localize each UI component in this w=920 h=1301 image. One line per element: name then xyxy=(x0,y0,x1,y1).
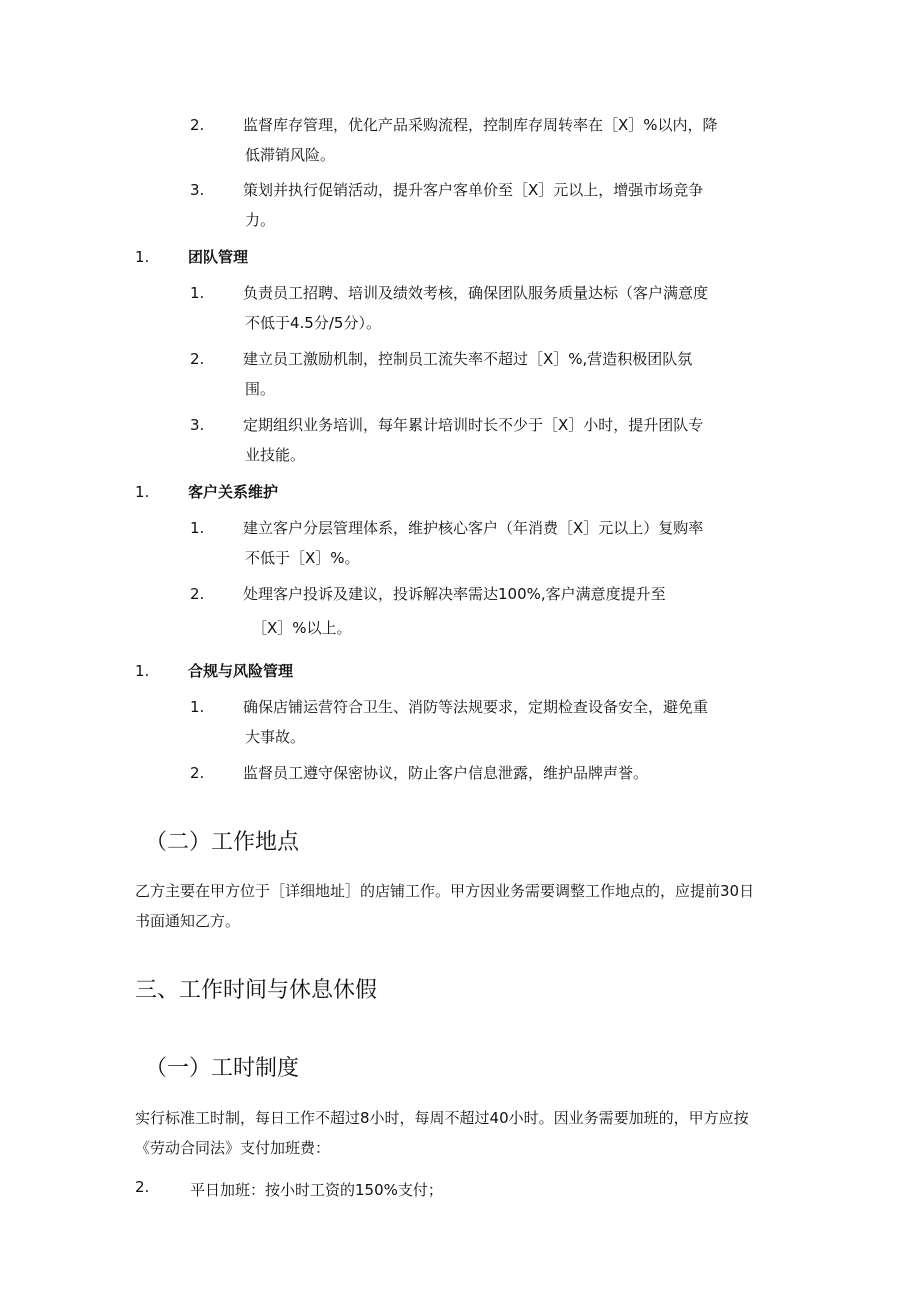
list-number: 1. xyxy=(190,698,205,716)
subsection-heading-work-location: （二）工作地点 xyxy=(145,830,300,855)
list-item-text-continued: 力。 xyxy=(245,211,276,229)
list-number: 2. xyxy=(135,1178,150,1196)
section-number: 1. xyxy=(135,662,150,680)
list-item-text-continued: 业技能。 xyxy=(245,446,306,464)
list-number: 2. xyxy=(190,350,205,368)
list-number: 3. xyxy=(190,416,205,434)
section-heading-working-hours: 三、工作时间与休息休假 xyxy=(135,978,378,1003)
list-item-text: 监督库存管理，优化产品采购流程，控制库存周转率在［X］%以内，降 xyxy=(243,116,718,134)
list-item-text-continued: 低滞销风险。 xyxy=(245,146,336,164)
list-item-text: 监督员工遵守保密协议，防止客户信息泄露，维护品牌声誉。 xyxy=(243,764,649,782)
paragraph-line: 《劳动合同法》支付加班费： xyxy=(135,1139,331,1157)
section-number: 1. xyxy=(135,248,150,266)
list-item-text: 负责员工招聘、培训及绩效考核，确保团队服务质量达标（客户满意度 xyxy=(243,284,709,302)
paragraph-line: 实行标准工时制，每日工作不超过8小时，每周不超过40小时。因业务需要加班的，甲方应按 xyxy=(135,1109,749,1127)
section-number: 1. xyxy=(135,483,150,501)
list-number: 2. xyxy=(190,585,205,603)
list-item-text-continued: 大事故。 xyxy=(245,728,306,746)
list-item-text: 确保店铺运营符合卫生、消防等法规要求，定期检查设备安全，避免重 xyxy=(243,698,709,716)
section-title-customer-relations: 客户关系维护 xyxy=(188,483,279,501)
list-number: 2. xyxy=(190,764,205,782)
list-number: 1. xyxy=(190,519,205,537)
list-item-text: 建立员工激励机制，控制员工流失率不超过［X］%,营造积极团队氛 xyxy=(243,350,693,368)
list-number: 3. xyxy=(190,181,205,199)
list-item-text-continued: 不低于4.5分/5分）。 xyxy=(245,314,381,332)
list-item-text-continued: 围。 xyxy=(245,380,276,398)
list-item-text: 处理客户投诉及建议，投诉解决率需达100%,客户满意度提升至 xyxy=(243,585,666,603)
list-item-text: 策划并执行促销活动，提升客户客单价至［X］元以上，增强市场竞争 xyxy=(243,181,704,199)
list-item-text: 建立客户分层管理体系，维护核心客户（年消费［X］元以上）复购率 xyxy=(243,519,704,537)
paragraph-line: 乙方主要在甲方位于［详细地址］的店铺工作。甲方因业务需要调整工作地点的，应提前30日 xyxy=(135,882,755,900)
list-item-text: 平日加班：按小时工资的150%支付； xyxy=(190,1181,443,1199)
list-number: 2. xyxy=(190,116,205,134)
list-item-text-continued: 不低于［X］%。 xyxy=(245,549,360,567)
list-item-text: 定期组织业务培训，每年累计培训时长不少于［X］小时，提升团队专 xyxy=(243,416,704,434)
list-item-text-continued: ［X］%以上。 xyxy=(252,619,352,637)
section-title-team-management: 团队管理 xyxy=(188,248,249,266)
subsection-heading-hours-system: （一）工时制度 xyxy=(145,1056,300,1081)
paragraph-line: 书面通知乙方。 xyxy=(135,912,241,930)
list-number: 1. xyxy=(190,284,205,302)
section-title-compliance-risk: 合规与风险管理 xyxy=(188,662,294,680)
